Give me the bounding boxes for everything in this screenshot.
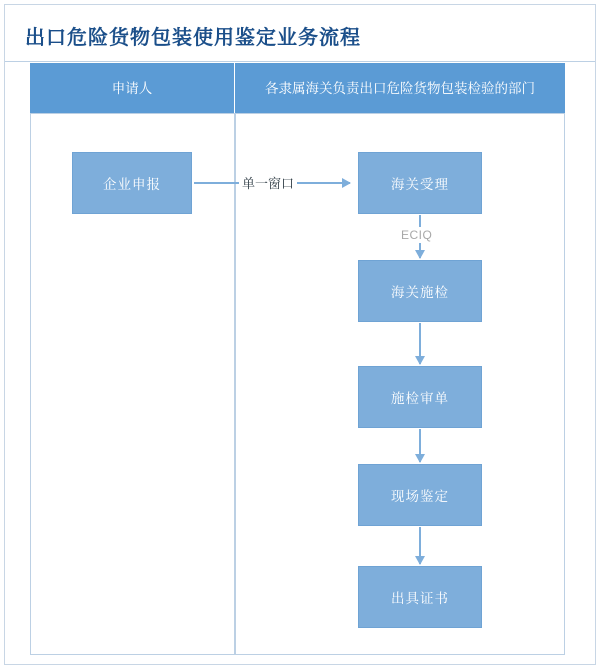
edge-label-eciq: ECIQ xyxy=(398,227,435,243)
arrow-review-to-onsite xyxy=(419,429,421,462)
title-band xyxy=(5,5,595,62)
arrow-onsite-to-cert xyxy=(419,527,421,564)
node-customs-acceptance[interactable]: 海关受理 xyxy=(358,152,482,214)
column-header-applicant: 申请人 xyxy=(30,63,235,113)
node-enterprise-declaration[interactable]: 企业申报 xyxy=(72,152,192,214)
column-header-customs: 各隶属海关负责出口危险货物包装检验的部门 xyxy=(235,63,565,113)
node-customs-inspection[interactable]: 海关施检 xyxy=(358,260,482,322)
page-title: 出口危险货物包装使用鉴定业务流程 xyxy=(25,27,361,49)
node-issue-certificate[interactable]: 出具证书 xyxy=(358,566,482,628)
arrow-inspect-to-review xyxy=(419,323,421,364)
edge-label-single-window: 单一窗口 xyxy=(239,172,297,193)
node-inspection-document-review[interactable]: 施检审单 xyxy=(358,366,482,428)
node-onsite-appraisal[interactable]: 现场鉴定 xyxy=(358,464,482,526)
